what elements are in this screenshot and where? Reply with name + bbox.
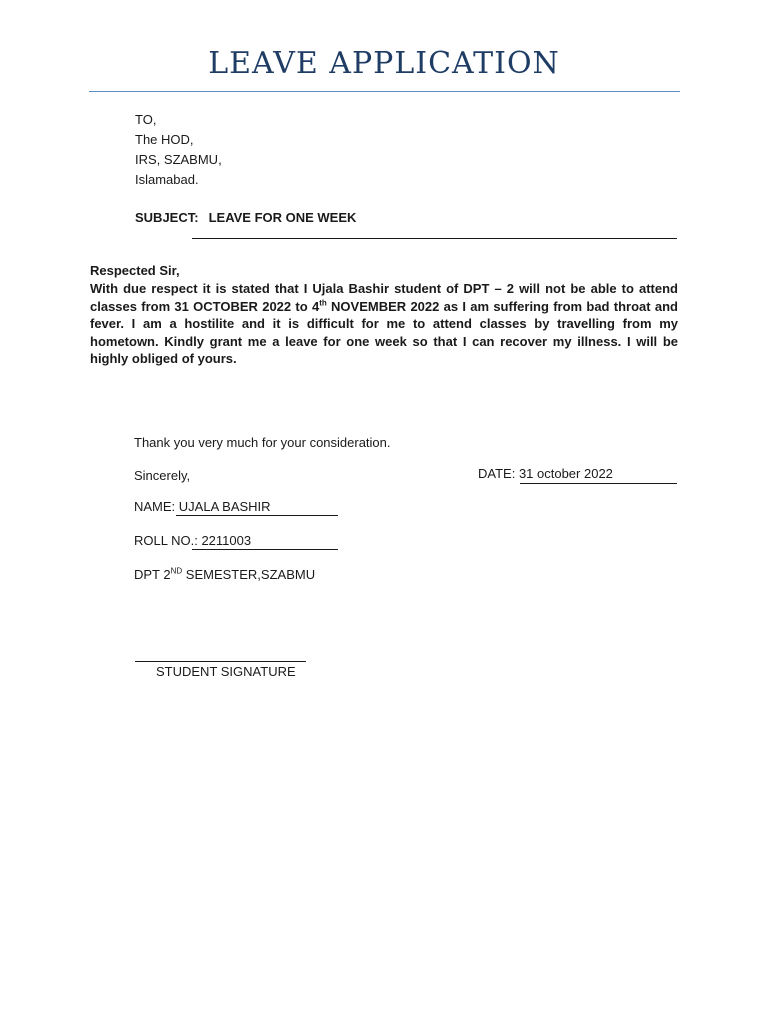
- program-semester: [134, 565, 315, 585]
- recipient-line-hod: The HOD,: [135, 132, 194, 147]
- date-value: 31 october 2022: [518, 466, 613, 481]
- closing-sincerely: Sincerely,: [134, 468, 191, 483]
- roll-underline: [192, 549, 338, 550]
- body-paragraph: [90, 280, 678, 368]
- document-title: LEAVE APPLICATION: [208, 46, 560, 81]
- recipient-line-institute: IRS, SZABMU,: [135, 152, 222, 167]
- program-ordinal-suffix: ND: [170, 566, 183, 576]
- date-label: DATE:: [478, 466, 519, 481]
- title-divider: [89, 91, 680, 92]
- subject-underline: [192, 238, 677, 239]
- salutation: Respected Sir,: [90, 263, 180, 278]
- signature-label: STUDENT SIGNATURE: [156, 664, 296, 679]
- name-value: UJALA BASHIR: [178, 499, 271, 514]
- body-ordinal-suffix: th: [319, 298, 327, 308]
- roll-value: 2211003: [201, 533, 252, 548]
- roll-label: ROLL NO.:: [134, 533, 202, 548]
- name-label: NAME:: [134, 499, 179, 514]
- date-field: [478, 466, 613, 481]
- recipient-line-city: Islamabad.: [135, 172, 199, 187]
- name-underline: [176, 515, 338, 516]
- subject-label: SUBJECT:: [135, 210, 199, 225]
- program-prefix: DPT 2: [134, 567, 171, 582]
- name-field: [134, 499, 271, 514]
- program-suffix: SEMESTER,SZABMU: [182, 567, 316, 582]
- recipient-to: TO,: [135, 112, 157, 127]
- body-text-part1: With due respect it is stated that I Ujala Bashir student of DPT – 2 will not be able to attend classes from 31 OCTOBER 2022 to 4: [90, 281, 678, 314]
- body-text-part2: NOVEMBER 2022 as I am suffering from bad throat and fever. I am a hostilite and it is difficult for me to attend classes by travelling from my hometown. Kindly grant me a leave for one week so that I can recover my illness. I will be highly obliged of yours.: [90, 298, 678, 366]
- roll-field: [134, 533, 251, 548]
- signature-line: [135, 661, 306, 662]
- subject-line: [135, 210, 356, 225]
- subject-value: LEAVE FOR ONE WEEK: [208, 210, 357, 225]
- date-underline: [520, 483, 677, 484]
- thanks-line: Thank you very much for your consideration.: [134, 435, 391, 450]
